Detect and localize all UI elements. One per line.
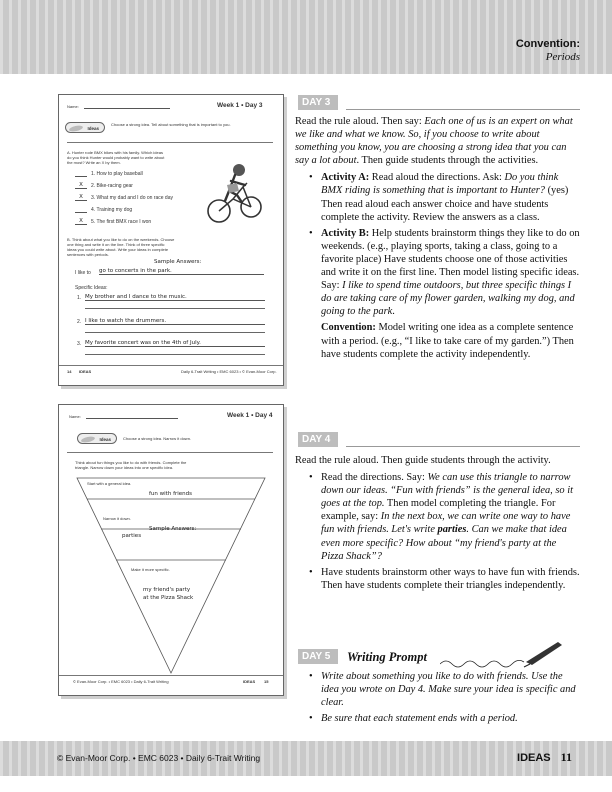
day4-steps bbox=[295, 471, 580, 592]
idea-answer: My favorite concert was on the 4th of July. bbox=[85, 340, 265, 347]
convention-label: Convention: bbox=[515, 38, 580, 50]
day3-label: DAY 3 bbox=[298, 95, 338, 110]
convention-topic: Periods bbox=[545, 51, 580, 63]
instruction-text: Choose a strong idea. Tell about something that is important to you. bbox=[111, 122, 231, 127]
worksheet-day3-thumbnail bbox=[58, 94, 284, 386]
prompt-item: • Write about something you like to do with friends. Use the idea you wrote on Day 4. Make sure your idea is specific and clear. bbox=[321, 670, 580, 709]
choice-item: X 5. The first BMX race I won bbox=[73, 219, 213, 231]
worksheet-day4-thumbnail bbox=[58, 404, 284, 696]
day4-section bbox=[295, 454, 580, 595]
footer-section bbox=[517, 750, 572, 765]
specific-answer-line-2: at the Pizza Shack bbox=[143, 595, 194, 601]
choice-item: X 3. What my dad and I do on race day bbox=[73, 195, 213, 207]
convention-heading bbox=[516, 38, 580, 64]
narrow-label: Narrow it down. bbox=[103, 516, 131, 521]
ws-footer-page: 14 bbox=[67, 369, 72, 374]
start-label: Start with a general idea. bbox=[87, 481, 132, 486]
footer-divider bbox=[59, 675, 283, 676]
footer-divider bbox=[59, 365, 283, 366]
badge-label: Ideas bbox=[87, 126, 99, 131]
day5-section bbox=[295, 670, 580, 728]
choice-item: 1. How to play baseball bbox=[73, 171, 213, 183]
ws-footer-section: IDEAS bbox=[243, 679, 256, 684]
feather-icon bbox=[69, 125, 84, 133]
badge-label: Ideas bbox=[99, 437, 111, 442]
name-label: Name: bbox=[67, 104, 79, 109]
prompt-item: • Be sure that each statement ends with a period. bbox=[321, 712, 580, 725]
activity-a: • Activity A: Read aloud the directions. Ask: Do you think BMX riding is something that is important to Hunter? (yes) Then read aloud each answer choice and have students complete the activity. Review the answers as a class. bbox=[321, 171, 580, 223]
day4-intro: Read the rule aloud. Then guide students through the activity. bbox=[295, 455, 551, 466]
divider bbox=[67, 142, 273, 143]
like-prefix: I like to bbox=[75, 270, 91, 276]
day4-step-2: • Have students brainstorm other ways to have fun with friends. Then have students complete their triangles independently. bbox=[321, 566, 580, 592]
sample-answers-label: Sample Answers: bbox=[149, 526, 197, 532]
ws-footer-page: 15 bbox=[264, 679, 269, 684]
answer-line bbox=[85, 308, 265, 309]
idea-number: 1. bbox=[77, 295, 82, 301]
ideas-badge bbox=[65, 122, 105, 133]
day4-step-1: • Read the directions. Say: We can use this triangle to narrow down our ideas. “Fun with friends” is the general idea, so it goes at the top. Then model completing the triangle. For example, say: In the next box, we can write one way to have fun with friends. Let's write parties. Can we make that idea even more specific? How about “my friend's party at the Pizza Shack”? bbox=[321, 471, 580, 563]
idea-answer: My brother and I dance to the music. bbox=[85, 294, 265, 301]
name-line bbox=[84, 108, 170, 109]
answer-line bbox=[85, 354, 265, 355]
footer-section-label: IDEAS bbox=[517, 752, 551, 764]
bmx-rider-illustration bbox=[207, 161, 263, 225]
choice-list bbox=[73, 171, 213, 231]
inverted-triangle-diagram bbox=[59, 405, 283, 695]
idea-number: 3. bbox=[77, 341, 82, 347]
part-a-text: A. Hunter rode BMX bikes with his family. Which ideas do you think Hunter would probably want to write about the most? Write an X by them. bbox=[67, 150, 165, 165]
idea-answer: I like to watch the drummers. bbox=[85, 318, 265, 325]
day5-prompts bbox=[295, 670, 580, 725]
answer-line bbox=[85, 332, 265, 333]
ws-footer-section: IDEAS bbox=[79, 369, 92, 374]
specific-ideas-label: Specific Ideas: bbox=[75, 285, 108, 291]
ws-footer-credit: © Evan-Moor Corp. • EMC 6023 • Daily 6-Trait Writing bbox=[73, 679, 169, 684]
day3-activities bbox=[295, 171, 580, 318]
choice-item: 4. Training my dog bbox=[73, 207, 213, 219]
name-label: Name: bbox=[69, 414, 81, 419]
ws-footer-credit: Daily 6-Trait Writing • EMC 6023 • © Evan-Moor Corp. bbox=[181, 369, 277, 374]
activity-b: • Activity B: Help students brainstorm things they like to do on weekends. (e.g., playing sports, taking a class, going to a favorite place) Have students choose one of those activities and write it on the first line. Then model listing specific ideas. Say: I like to spend time outdoors, but three specific things I do are taking care of my flower garden, walking my dog, and going to the park. bbox=[321, 227, 580, 319]
part-b-text: B. Think about what you like to do on the weekends. Choose one thing and write it on the line. Think of three specific ideas you could write about. Write your ideas in complete sentences with periods. bbox=[67, 237, 175, 257]
instruction-text: Choose a strong idea. Narrow it down. bbox=[123, 436, 192, 441]
day3-intro: Read the rule aloud. Then say: Each one of us is an expert on what we like and what we know. So, if you choose to write about something you know, you are choosing a strong idea that you can say a lot about. Then guide students through the activities. bbox=[295, 116, 573, 167]
sample-answers-label: Sample Answers: bbox=[154, 259, 202, 265]
day4-label: DAY 4 bbox=[298, 432, 338, 447]
choice-item: X 2. Bike-racing gear bbox=[73, 183, 213, 195]
footer-copyright: © Evan-Moor Corp. • EMC 6023 • Daily 6-Trait Writing bbox=[57, 753, 261, 763]
quill-pen-icon bbox=[440, 640, 570, 670]
day5-label: DAY 5 bbox=[298, 649, 338, 664]
general-idea-answer: fun with friends bbox=[149, 491, 193, 497]
week-day-label: Week 1 • Day 3 bbox=[217, 102, 263, 109]
day3-convention: Convention: Model writing one idea as a complete sentence with a period. (e.g., “I like to take care of my garden.”) Then have students complete the activity independently. bbox=[321, 322, 574, 360]
week-day-label: Week 1 • Day 4 bbox=[227, 412, 273, 419]
specific-label: Make it more specific. bbox=[131, 567, 170, 572]
specific-answer-line-1: my friend's party bbox=[143, 587, 191, 593]
like-answer: go to concerts in the park. bbox=[99, 268, 264, 275]
idea-number: 2. bbox=[77, 319, 82, 325]
day3-section bbox=[295, 115, 580, 361]
page-number: 11 bbox=[560, 750, 572, 764]
narrow-answer: parties bbox=[122, 533, 142, 539]
writing-prompt-title: Writing Prompt bbox=[347, 650, 427, 664]
intro-text: Think about fun things you like to do with friends. Complete the triangle. Narrow down your ideas into one specific idea. bbox=[75, 460, 187, 470]
